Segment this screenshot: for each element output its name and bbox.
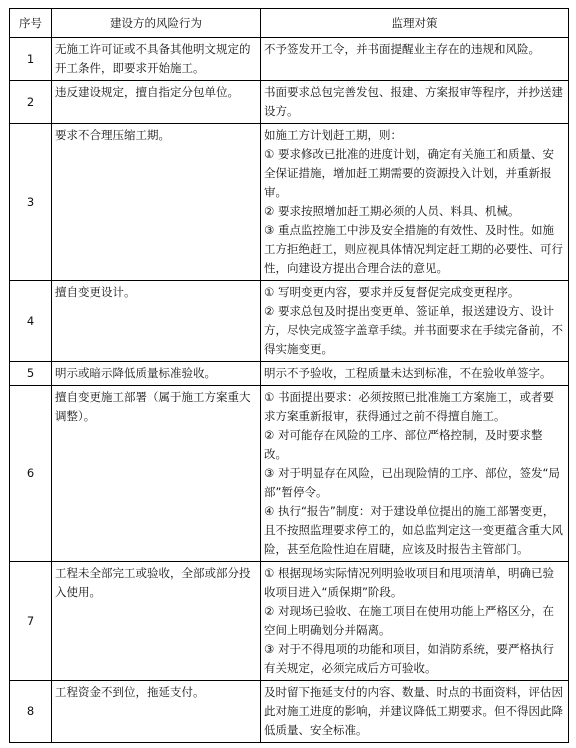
measure-paragraph: ② 对可能存在风险的工序、部位严格控制，及时要求整改。 [264,428,543,461]
row-number: 3 [10,124,52,281]
measure-paragraph: 及时留下拖延支付的内容、数量、时点的书面资料，评估因此对施工进度的影响，并建议降低工期要求。但不得因此降低质量、安全标准。 [264,685,563,737]
measure-paragraph: 明示不予验收，工程质量未达到标准，不在验收单签字。 [264,366,552,380]
measure-paragraph: ② 要求总包及时提出变更单、签证单，报送建设方、设计方，尽快完成签字盖章手续。并书面要求在手续完备前，不得实施变更。 [264,304,563,356]
table-row [10,386,569,562]
supervision-measure [261,281,569,362]
measure-paragraph: ③ 对于不得甩项的功能和项目，如消防系统，要严格执行有关规定，必须完成后方可验收。 [264,642,554,675]
row-number: 7 [10,562,52,681]
supervision-measure [261,386,569,562]
measure-paragraph: 不予签发开工令，并书面提醒业主存在的违规和风险。 [264,42,540,56]
risk-behavior: 擅自变更施工部署（属于施工方案重大调整）。 [52,386,261,562]
header-risk: 建设方的风险行为 [52,9,261,38]
measure-paragraph: 如施工方计划赶工期，则： [264,128,402,142]
supervision-measure [261,362,569,386]
measure-paragraph: ④ 执行“报告”制度：对于建设单位提出的施工部署变更，且不按照监理要求停工的，如总监判定这一变更蕴含重大风险，甚至危险性迫在眉睫，应该及时报告主管部门。 [264,504,563,556]
supervision-measure [261,562,569,681]
table-row [10,562,569,681]
row-number: 2 [10,81,52,124]
risk-behavior: 擅自变更设计。 [52,281,261,362]
measure-paragraph: ② 要求按照增加赶工期必须的人员、料具、机械。 [264,204,520,218]
measure-paragraph: ① 要求修改已批准的进度计划，确定有关施工和质量、安全保证措施，增加赶工期需要的资源投入计划，并重新报审。 [264,147,554,199]
risk-behavior: 要求不合理压缩工期。 [52,124,261,281]
row-number: 8 [10,681,52,743]
risk-table [9,8,569,743]
measure-paragraph: 书面要求总包完善发包、报建、方案报审等程序，并抄送建设方。 [264,85,563,118]
row-number: 4 [10,281,52,362]
table-body [10,38,569,743]
measure-paragraph: ① 写明变更内容，要求并反复督促完成变更程序。 [264,285,520,299]
table-row [10,38,569,81]
supervision-measure [261,81,569,124]
supervision-measure [261,681,569,743]
measure-paragraph: ② 对现场已验收、在施工项目在使用功能上严格区分，在空间上明确划分并隔离。 [264,604,554,637]
risk-behavior: 工程未全部完工或验收，全部或部分投入使用。 [52,562,261,681]
supervision-measure [261,38,569,81]
row-number: 5 [10,362,52,386]
risk-behavior: 违反建设规定，擅自指定分包单位。 [52,81,261,124]
row-number: 6 [10,386,52,562]
header-no: 序号 [10,9,52,38]
risk-behavior: 工程资金不到位，拖延支付。 [52,681,261,743]
table-row [10,681,569,743]
table-row [10,281,569,362]
header-row [10,9,569,38]
measure-paragraph: ③ 对于明显存在风险，已出现险情的工序、部位，签发“局部”暂停令。 [264,466,560,499]
measure-paragraph: ① 根据现场实际情况列明验收项目和甩项清单，明确已验收项目进入“质保期”阶段。 [264,566,554,599]
table-row [10,124,569,281]
risk-behavior: 明示或暗示降低质量标准验收。 [52,362,261,386]
risk-behavior: 无施工许可证或不具备其他明文规定的开工条件，即要求开始施工。 [52,38,261,81]
measure-paragraph: ① 书面提出要求：必须按照已批准施工方案施工，或者要求方案重新报审，获得通过之前不得擅自施工。 [264,390,554,423]
header-measure: 监理对策 [261,9,569,38]
table-row [10,81,569,124]
table-row [10,362,569,386]
measure-paragraph: ③ 重点监控施工中涉及安全措施的有效性、及时性。如施工方拒绝赶工，则应视具体情况判定赶工期的必要性、可行性，向建设方提出合理合法的意见。 [264,223,563,275]
row-number: 1 [10,38,52,81]
supervision-measure [261,124,569,281]
